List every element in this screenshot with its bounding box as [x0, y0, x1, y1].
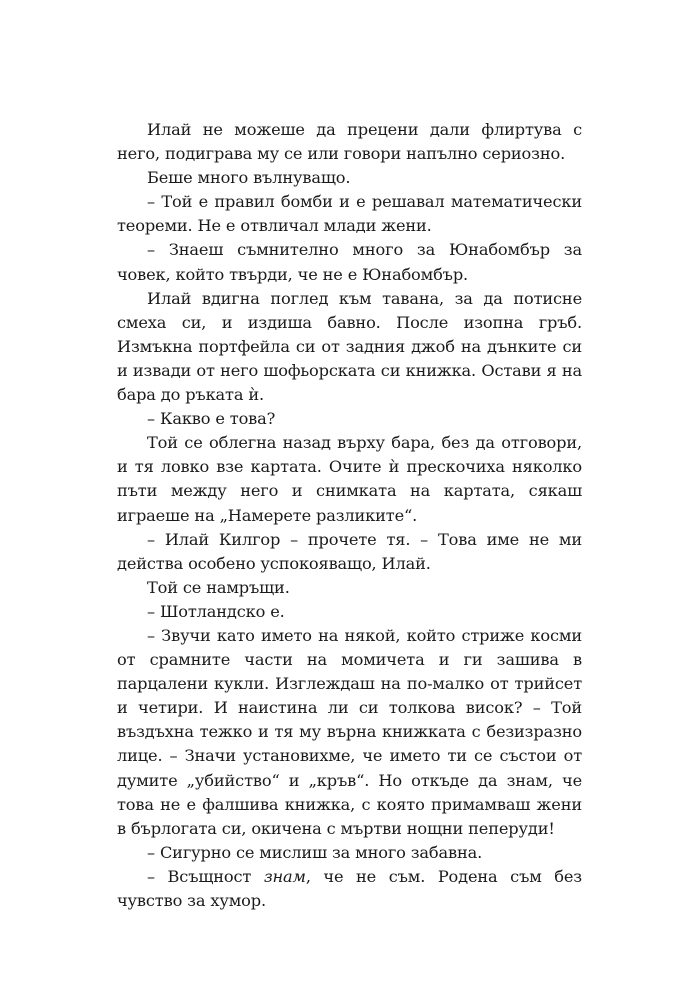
paragraph: Илай не можеше да прецени дали флиртува с него, подиграва му се или говори напълно сериозно.: [117, 120, 582, 164]
paragraph: – Шотландско е.: [147, 601, 285, 621]
paragraph: – Сигурно се мислиш за много забавна.: [147, 842, 483, 862]
paragraph: [117, 865, 582, 913]
paragraph: – Звучи като името на някой, който стриже косми от срамните части на момичета и ги зашива в парцалени кукли. Изглеждаш на по-малко от трийсет и четири. И наистина ли си толкова висок? – Той въздъхна тежко и тя му върна книжката с безизразно лице. – Значи установихме, че името ти се състои от думите „убийство“ и „кръв“. Но откъде да знам, че това не е фалшива книжка, с която примамваш жени в бърлогата си, окичена с мъртви нощни пеперуди!: [117, 625, 582, 838]
emphasized-word: знам: [263, 866, 306, 886]
paragraph-text-after: , че не съм. Родена съм без чувство за хумор.: [117, 866, 582, 910]
paragraph: Той се намръщи.: [147, 577, 290, 597]
paragraph: Илай вдигна поглед към тавана, за да потисне смеха си, и издиша бавно. После изопна гръб. Измъкна портфейла си от задния джоб на дънките си и извади от него шофьорската си книжка. Остави я на бара до ръката ѝ.: [117, 288, 582, 405]
body-text: [117, 118, 582, 913]
paragraph: – Какво е това?: [147, 409, 276, 429]
paragraph: Той се облегна назад върху бара, без да отговори, и тя ловко взе картата. Очите ѝ прескочиха няколко пъти между него и снимката на картата, сякаш играеше на „Намерете разликите“.: [117, 433, 582, 525]
paragraph: – Той е правил бомби и е решавал математически теореми. Не е отвличал млади жени.: [117, 192, 582, 236]
paragraph: – Знаеш съмнително много за Юнабомбър за човек, който твърди, че не е Юнабомбър.: [117, 240, 582, 284]
paragraph-text-before: – Всъщност: [147, 866, 264, 886]
paragraph: – Илай Килгор – прочете тя. – Това име не ми действа особено успокояващо, Илай.: [117, 529, 582, 573]
paragraph: Беше много вълнуващо.: [147, 168, 351, 188]
